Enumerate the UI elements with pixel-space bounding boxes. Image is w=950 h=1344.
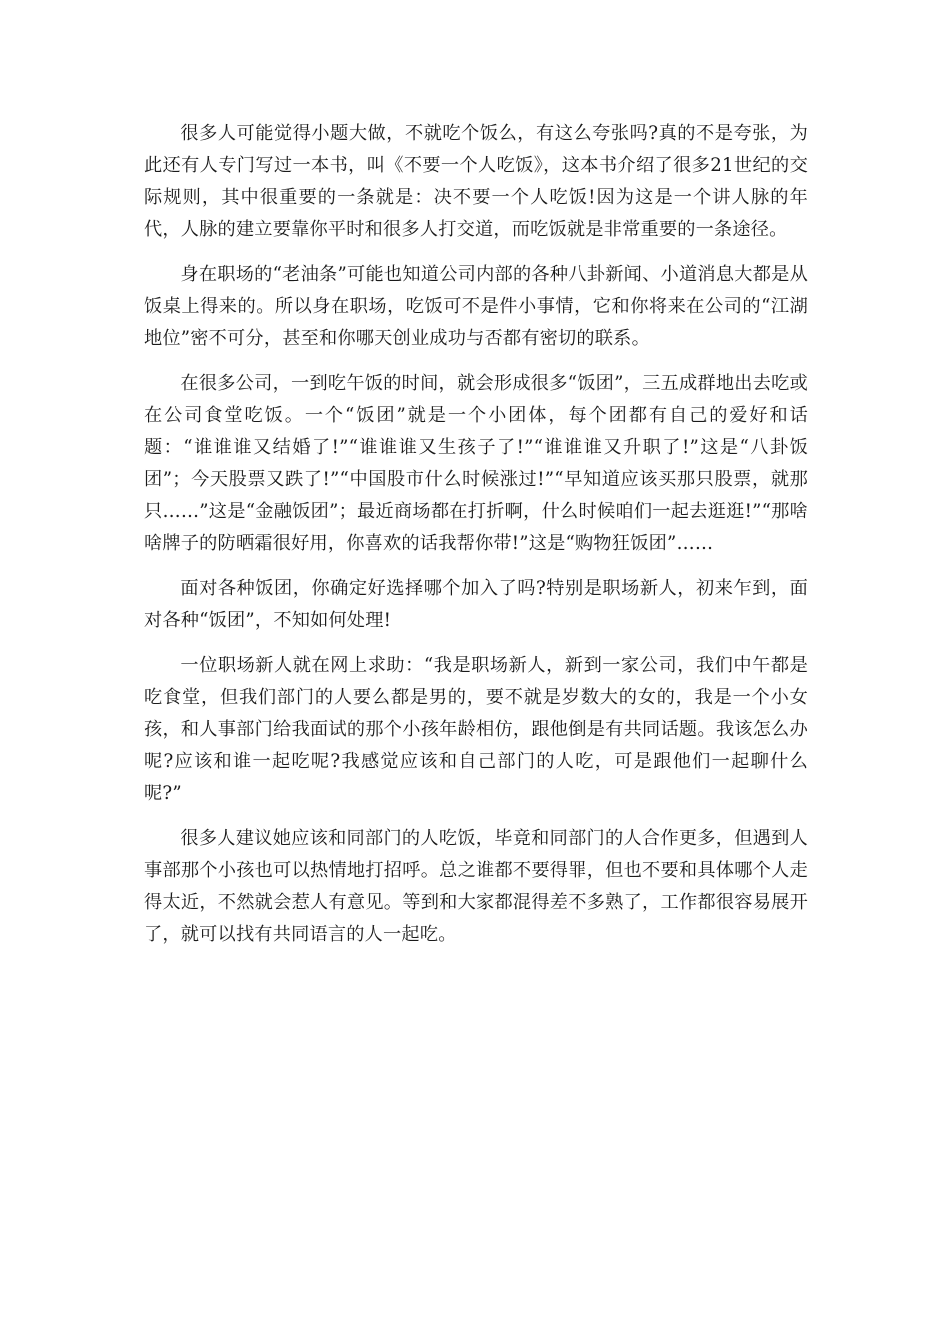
paragraph-6: 很多人建议她应该和同部门的人吃饭，毕竟和同部门的人合作更多，但遇到人事部那个小孩也可以热情地打招呼。总之谁都不要得罪，但也不要和具体哪个人走得太近，不然就会惹人有意见。等到和大家都混得差不多熟了，工作都很容易展开了，就可以找有共同语言的人一起吃。	[144, 828, 808, 945]
paragraph-2: 身在职场的“老油条”可能也知道公司内部的各种八卦新闻、小道消息大都是从饭桌上得来的。所以身在职场，吃饭可不是件小事情，它和你将来在公司的“江湖地位”密不可分，甚至和你哪天创业成功与否都有密切的联系。	[144, 264, 808, 349]
paragraph-4: 面对各种饭团，你确定好选择哪个加入了吗?特别是职场新人，初来乍到，面对各种“饭团”，不知如何处理!	[144, 578, 808, 631]
paragraph-5: 一位职场新人就在网上求助：“我是职场新人，新到一家公司，我们中午都是吃食堂，但我们部门的人要么都是男的，要不就是岁数大的女的，我是一个小女孩，和人事部门给我面试的那个小孩年龄相仿，跟他倒是有共同话题。我该怎么办呢?应该和谁一起吃呢?我感觉应该和自己部门的人吃，可是跟他们一起聊什么呢?”	[144, 655, 808, 804]
paragraph-3: 在很多公司，一到吃午饭的时间，就会形成很多“饭团”，三五成群地出去吃或在公司食堂吃饭。一个“饭团”就是一个小团体，每个团都有自己的爱好和话题：“谁谁谁又结婚了!”“谁谁谁又生孩子了!”“谁谁谁又升职了!”这是“八卦饭团”；今天股票又跌了!”“中国股市什么时候涨过!”“早知道应该买那只股票，就那只……”这是“金融饭团”；最近商场都在打折啊，什么时候咱们一起去逛逛!”“那啥啥牌子的防晒霜很好用，你喜欢的话我帮你带!”这是“购物狂饭团”……	[144, 373, 808, 554]
document-body	[144, 118, 808, 964]
paragraph-1: 很多人可能觉得小题大做，不就吃个饭么，有这么夸张吗?真的不是夸张，为此还有人专门写过一本书，叫《不要一个人吃饭》，这本书介绍了很多21世纪的交际规则，其中很重要的一条就是：决不要一个人吃饭!因为这是一个讲人脉的年代，人脉的建立要靠你平时和很多人打交道，而吃饭就是非常重要的一条途径。	[144, 123, 808, 240]
